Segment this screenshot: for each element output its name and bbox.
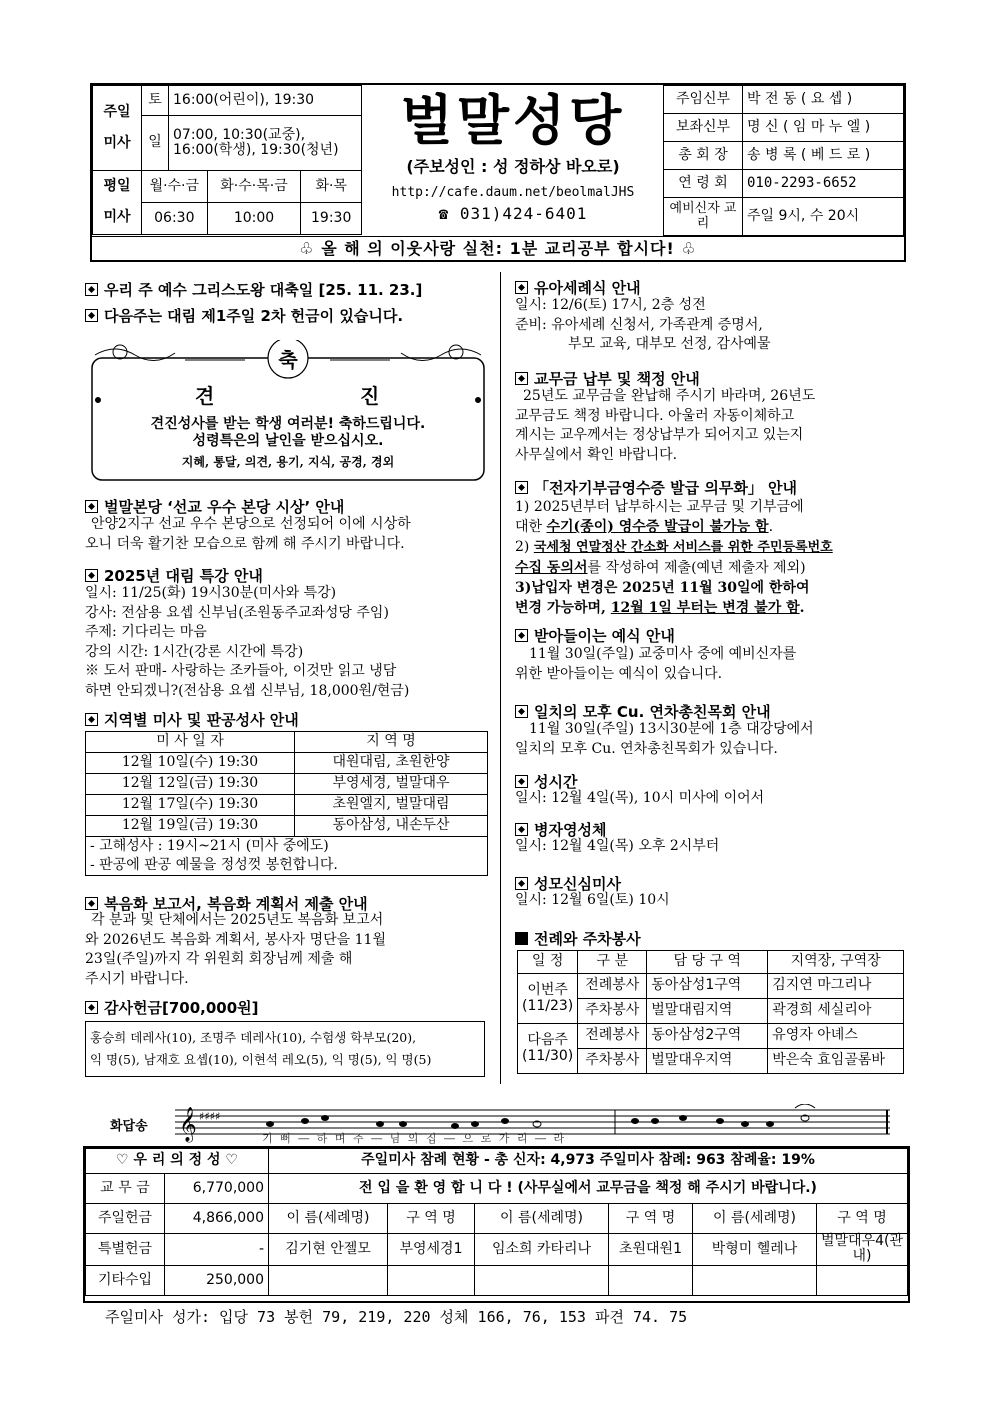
week-label: 다음주 (11/30) [518,1024,578,1074]
table-row: 다음주 (11/30) 전례봉사 동아삼성2구역 유영자 아녜스 [518,1024,904,1049]
staff-name: 명 신 ( 임 마 누 엘 ) [743,114,904,142]
confession-note: - 고해성사 : 19시~21시 (미사 중에도) [90,838,329,854]
table-row [86,1265,908,1295]
section-icon [515,705,528,718]
table-row: 주차봉사 벌말대우지역 박은숙 효임골롬바 [518,1049,904,1074]
liturgy-parking-table [517,950,904,1074]
section-infant-baptism: 유아세례식 안내 [515,277,641,298]
confirmation-congrats-box [90,340,486,484]
money-value: 250,000 [165,1265,269,1295]
section-thanks-offering: 감사헌금[700,000원] [85,997,258,1018]
regional-mass-table [85,731,488,876]
section-mission-award: 벌말본당 ‘선교 우수 본당 시상’ 안내 [85,496,344,517]
section-icon [85,1001,98,1014]
section-icon [515,775,528,788]
sunday-mass-label: 주일 미사 [93,86,142,171]
newcomer-name: 박형미 헬레나 [693,1234,817,1266]
newcomer-name: 김기현 안젤모 [269,1234,388,1266]
evangelization-report-text: 각 분과 및 단체에서는 2025년도 복음화 보고서 와 2026년도 복음화 계획서, 봉사자 명단을 11월 23일(주일)까지 각 위원회 회장님께 제출 해 주시기 바랍니다. [85,912,386,987]
mass-hymns: 주일미사 성가: 입당 73 봉헌 79, 219, 220 성체 166, 76, 153 파견 74. 75 [105,1308,688,1326]
staff-name: 주일 9시, 수 20시 [743,198,904,236]
staff-role: 예비신자 교 리 [664,198,743,236]
table-row: 12월 10일(수) 19:30 대원대림, 초원한양 [86,753,488,774]
table-header: 미 사 일 자 [86,732,295,753]
weekday-mass-label: 평일 미사 [93,171,142,235]
table-row: 12월 12일(금) 19:30 부영세경, 벌말대우 [86,774,488,795]
section-christ-king: 우리 주 예수 그리스도왕 대축일 [25. 11. 23.] [85,279,422,300]
table-row: 주차봉사 벌말대림지역 곽경희 세실리아 [518,999,904,1024]
confirmation-title-a: 견 [195,384,215,408]
psalm-lyrics: 기 뻐 ― 하 며 주 ― 님 의 집 ― 으 로 가 리 ― 라 [262,1132,567,1145]
section-marian-mass: 성모신심미사 [515,873,621,894]
newcomer-district: 초원대원1 [609,1234,693,1266]
staff-name: 송 병 록 ( 베 드 로 ) [743,142,904,170]
sun-label: 일 [142,115,169,170]
table-header: 구 역 명 [817,1204,908,1234]
sat-label: 토 [142,86,169,116]
thanks-offering-line: 홍승희 데레사(10), 조명주 데레사(10), 수험생 학부모(20), [90,1030,417,1045]
table-row [86,1234,908,1266]
welcome-message: 전 입 을 환 영 합 니 다 ! (사무실에서 교무금을 책정 해 주시기 바랍니다.) [269,1174,908,1204]
table-row: 12월 19일(금) 19:30 동아삼성, 내손두산 [86,816,488,837]
table-header: 이 름(세례명) [693,1204,817,1234]
thanks-offering-box [85,1021,485,1077]
newcomer-district: 벌말대우4(관내) [817,1234,908,1266]
section-electronic-receipt: 「전자기부금영수증 발급 의무화」 안내 [515,477,797,498]
table-header: 일 정 [518,951,578,974]
section-second-collection: 다음주는 대림 제1주일 2차 헌금이 있습니다. [85,305,403,326]
attendance-summary: 주일미사 참례 현황 - 총 신자: 4,973 주일미사 참례: 963 참례율: 19% [269,1149,908,1174]
money-label: 기타수입 [86,1265,165,1295]
table-header: 지 역 명 [295,732,488,753]
section-icon [85,309,98,322]
cu-gathering-text: 11월 30일(주일) 13시30분에 1층 대강당에서 일치의 모후 Cu. 연차총친목회가 있습니다. [515,721,814,757]
section-liturgy-parking: 전례와 주차봉사 [515,928,641,949]
patron-saint: (주보성인 : 성 정하상 바오로) [406,157,620,176]
section-dues: 교무금 납부 및 책정 안내 [515,368,700,389]
table-header: 이 름(세례명) [269,1204,388,1234]
sat-times: 16:00(어린이), 19:30 [169,86,362,116]
svg-text:♯♯♯♯: ♯♯♯♯ [199,1110,221,1123]
section-icon [515,932,528,945]
section-icon [515,629,528,642]
table-row: 12월 17일(수) 19:30 초원엘지, 벌말대림 [86,795,488,816]
title-block [365,88,661,223]
weekday-time-2: 10:00 [207,203,301,235]
weekday-time-3: 19:30 [301,203,362,235]
sun-times: 07:00, 10:30(교중), 16:00(학생), 19:30(청년) [169,115,362,170]
confirmation-title-b: 진 [360,384,380,408]
section-icon [85,713,98,726]
section-icon [85,897,98,910]
table-header: 구 역 명 [388,1204,475,1234]
cafe-url[interactable]: http://cafe.daum.net/beolmalJHS [391,185,635,200]
church-title: 벌말성당 [400,88,626,152]
table-header: 구 역 명 [609,1204,693,1234]
weekday-col-3: 화·목 [301,171,362,203]
weekday-col-1: 월·수·금 [142,171,208,203]
section-evangelization-report: 복음화 보고서, 복음화 계획서 제출 안내 [85,893,368,914]
newcomer-district: 부영세경1 [388,1234,475,1266]
motto-banner: ♧ 올 해 의 이웃사랑 실천: 1분 교리공부 합시다! ♧ [92,236,904,261]
staff-name: 박 전 동 ( 요 셉 ) [743,86,904,114]
week-label: 이번주 (11/23) [518,974,578,1024]
footer-table [85,1148,908,1296]
section-advent-lecture: 2025년 대림 특강 안내 [85,565,263,586]
table-header: 지역장, 구역장 [768,951,904,974]
section-acceptance-rite: 받아들이는 예식 안내 [515,625,675,646]
congrats-line: 성령특은의 날인을 받으십시오. [192,433,384,449]
table-header: 구 분 [578,951,647,974]
staff-role: 총 회 장 [664,142,743,170]
section-cu-gathering: 일치의 모후 Cu. 연차총친목회 안내 [515,701,771,722]
thanks-offering-line: 익 명(5), 남재호 요셉(10), 이현석 레오(5), 익 명(5), 익 명(5) [90,1052,432,1067]
section-icon [85,569,98,582]
money-value: - [165,1234,269,1266]
money-label: 특별헌금 [86,1234,165,1266]
mission-award-text: 안양2지구 선교 우수 본당으로 선정되어 이에 시상하 오니 더욱 활기찬 모습으로 함께 해 주시기 바랍니다. [85,516,411,552]
section-holy-hour: 성시간 [515,771,577,792]
staff-role: 보좌신부 [664,114,743,142]
church-phone: ☎ 031)424-6401 [438,204,588,223]
money-value: 6,770,000 [165,1174,269,1204]
section-icon [85,283,98,296]
weekday-time-1: 06:30 [142,203,208,235]
table-row: 이번주 (11/23) 전례봉사 동아삼성1구역 김지연 마그리나 [518,974,904,999]
svg-text:𝄞: 𝄞 [179,1107,197,1142]
table-header: 담 당 구 역 [647,951,768,974]
electronic-receipt-text: 1) 2025년부터 납부하시는 교무금 및 기부금에 대한 수기(종이) 영수증 발급이 불가능 함. 2) 국세청 연말정산 간소화 서비스를 위한 주민등록번호 수집 동의서를 작성하여 제출(예년 제출자 제외) 3)납입자 변경은 2025년 11월 30일에 한하여 변경 가능하며, 12월 1일 부터는 변경 불가 함. [515,499,833,616]
celebration-badge: 축 [278,348,298,372]
staff-role: 주임신부 [664,86,743,114]
section-regional-mass: 지역별 미사 및 판공성사 안내 [85,709,299,730]
advent-lecture-text: 일시: 11/25(화) 19시30분(미사와 특강) 강사: 전삼용 요셉 신부님(조원동주교좌성당 주임) 주제: 기다리는 마음 강의 시간: 1시간(강론 시간에 특강) ※ 도서 판매- 사랑하는 조카들아, 이것만 읽고 냉담 하면 안되겠니?(전삼용 요셉 신부님, 18,000원/현금) [85,585,410,699]
congrats-message [90,416,486,471]
offering-note: - 판공에 판공 예물을 정성껏 봉헌합니다. [90,857,338,873]
staff-role: 연 령 회 [664,170,743,198]
money-label: 교 무 금 [86,1174,165,1204]
dues-text: 25년도 교무금을 완납해 주시기 바라며, 26년도 교무금도 책정 바랍니다. 아울러 자동이체하고 계시는 교우께서는 정상납부가 되어지고 있는지 사무실에서 확인 바랍니다. [515,388,816,463]
section-icon [515,481,528,494]
psalm-label: 화답송 [110,1119,148,1134]
our-offering-label: ♡ 우 리 의 정 성 ♡ [86,1149,269,1174]
staff-table [663,85,904,236]
section-sick-communion: 병자영성체 [515,819,606,840]
table-header: 이 름(세례명) [475,1204,609,1234]
sick-communion-text: 일시: 12월 4일(목) 오후 2시부터 [515,838,720,854]
acceptance-rite-text: 11월 30일(주일) 교중미사 중에 예비신자를 위한 받아들이는 예식이 있습니다. [515,646,797,682]
weekday-col-2: 화·수·목·금 [207,171,301,203]
holy-hour-text: 일시: 12월 4일(목), 10시 미사에 이어서 [515,790,765,806]
money-label: 주일헌금 [86,1204,165,1234]
section-icon [515,823,528,836]
staff-name: 010-2293-6652 [743,170,904,198]
section-icon [515,281,528,294]
infant-baptism-text: 일시: 12/6(토) 17시, 2층 성전 준비: 유아세례 신청서, 가족관계 증명서, 부모 교육, 대부모 선정, 감사예물 [515,297,771,352]
congrats-line: 견진성사를 받는 학생 여러분! 축하드립니다. [150,416,426,432]
mass-schedule-table [92,85,362,235]
section-icon [515,877,528,890]
section-icon [515,372,528,385]
holy-spirit-gifts: 지혜, 통달, 의견, 용기, 지식, 공경, 경외 [181,455,395,469]
column-divider [500,272,501,1084]
section-icon [85,500,98,513]
newcomer-name: 임소희 카타리나 [475,1234,609,1266]
marian-mass-text: 일시: 12월 6일(토) 10시 [515,892,670,908]
money-value: 4,866,000 [165,1204,269,1234]
